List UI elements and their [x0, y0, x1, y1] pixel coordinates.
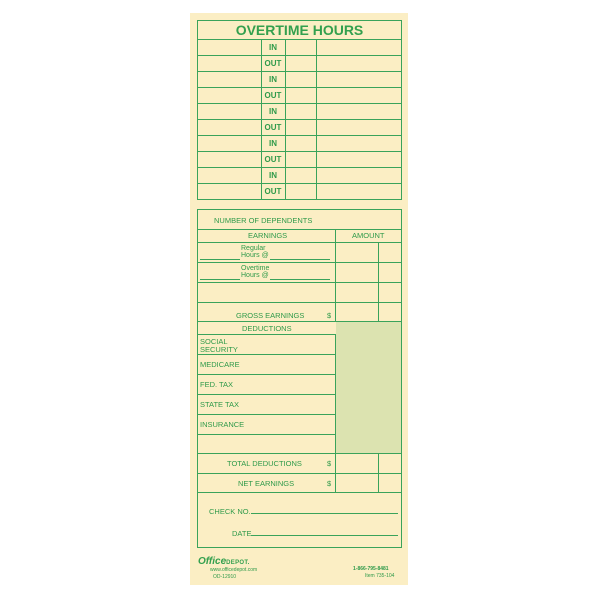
website-text: www.officedepot.com	[210, 567, 258, 573]
phone-number-text: 1-866-795-8481	[353, 566, 389, 572]
time-row	[197, 40, 402, 56]
social-security-label-line2: SECURITY	[200, 345, 238, 354]
net-earnings-label: NET EARNINGS	[238, 479, 295, 488]
overtime-label-line2: Hours @	[241, 272, 269, 279]
time-row	[197, 184, 402, 200]
social-security-label-line1: SOCIAL	[200, 337, 228, 346]
total-deductions-dollar-sign: $	[327, 459, 332, 468]
time-row-label: OUT	[261, 88, 286, 103]
time-row	[197, 152, 402, 168]
deductions-shaded-area	[336, 322, 401, 453]
time-row-label: IN	[261, 72, 286, 87]
dependents-label: NUMBER OF DEPENDENTS	[214, 216, 313, 225]
time-row	[197, 72, 402, 88]
time-row-label: IN	[261, 104, 286, 119]
time-row	[197, 104, 402, 120]
deductions-header: DEDUCTIONS	[242, 324, 292, 333]
regular-label-line2: Hours @	[241, 252, 269, 259]
gross-earnings-label: GROSS EARNINGS	[236, 311, 305, 320]
regular-label-line1: Regular	[241, 245, 266, 252]
total-deductions-label: TOTAL DEDUCTIONS	[227, 459, 302, 468]
time-row	[197, 120, 402, 136]
time-row-label: IN	[261, 40, 286, 55]
earnings-header: EARNINGS	[248, 231, 288, 240]
item-number-text: Item 735-104	[365, 573, 395, 579]
amount-header: AMOUNT	[352, 231, 385, 240]
overtime-hours-title: OVERTIME HOURS	[197, 20, 402, 40]
time-row-label: OUT	[261, 56, 286, 71]
medicare-label: MEDICARE	[200, 360, 240, 369]
net-earnings-dollar-sign: $	[327, 479, 332, 488]
time-row-label: OUT	[261, 120, 286, 135]
time-row	[197, 88, 402, 104]
time-row-label: OUT	[261, 152, 286, 167]
date-label: DATE	[232, 529, 252, 538]
time-row	[197, 136, 402, 152]
fed-tax-label: FED. TAX	[200, 380, 234, 389]
time-row-label: IN	[261, 136, 286, 151]
time-row-label: OUT	[261, 184, 286, 199]
overtime-label-line1: Overtime	[241, 265, 270, 272]
time-row	[197, 168, 402, 184]
gross-dollar-sign: $	[327, 311, 332, 320]
insurance-label: INSURANCE	[200, 420, 245, 429]
model-number-text: OD-12910	[213, 574, 237, 580]
state-tax-label: STATE TAX	[200, 400, 240, 409]
time-row-label: IN	[261, 168, 286, 183]
check-number-label: CHECK NO.	[209, 507, 251, 516]
time-row	[197, 56, 402, 72]
office-depot-logo: OfficeDEPOT.	[198, 556, 250, 567]
